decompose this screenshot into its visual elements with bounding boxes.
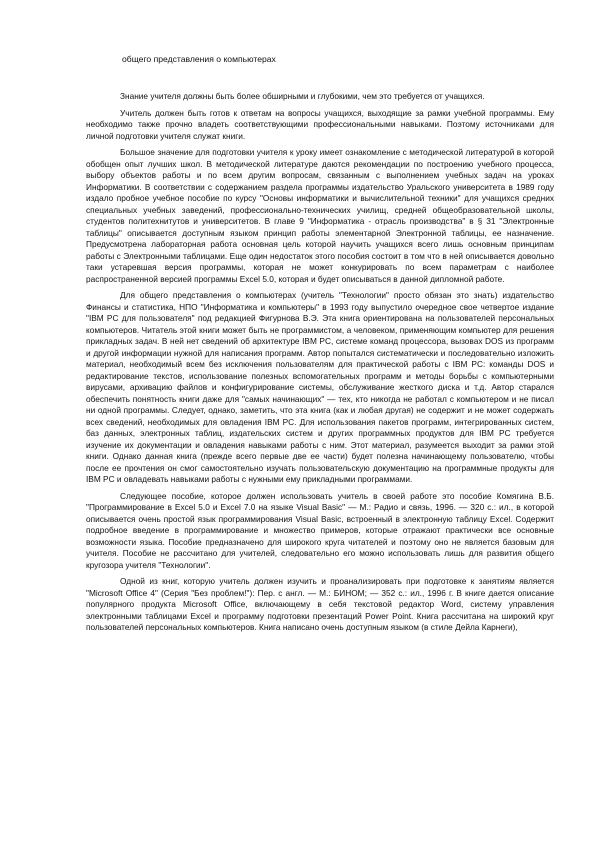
document-page (86, 54, 554, 639)
paragraph-5: Следующее пособие, которое должен использовать учитель в своей работе это пособие Комягина В.Б. "Программирование в Excel 5.0 и Excel 7.0 на языке Visual Basic" — М.: Радио и связь, 1996. — 320 с.: ил., в которой описывается очень простой язык программирования Visual Basic, встроенный в электронную таблицу Excel. Содержит подробное введение в программирование и множество примеров, которые отражают практически все основные возможности языка. Пособие предназначено для широкого круга читателей и поэтому оно не является базовым для учителя. Пособие не рассчитано для учителей, следовательно его можно использовать лишь для развития общего кругозора учителя "Технологии". (86, 490, 554, 570)
paragraph-1: Знание учителя должны быть более обширными и глубокими, чем это требуется от учащихся. (120, 91, 485, 101)
paragraph-6: Одной из книг, которую учитель должен изучить и проанализировать при подготовке к занятиям является "Microsoft Office 4" (Серия "Без проблем!"): Пер. с англ. — М.: БИНОМ; — 352 с.: ил., 1996 г. В книге дается описание популярного продукта Microsoft Office, включающему в себя текстовой редактор Word, систему управления электронными таблицами Excel и программу подготовки презентаций Power Point. Книга рассчитана на широкий круг пользователей персональных компьютеров. Книга написано очень доступным языком (в стиле Дейла Карнеги), (86, 576, 554, 632)
paragraph-2: Учитель должен быть готов к ответам на вопросы учащихся, выходящие за рамки учебной программы. Ему необходимо также прочно владеть соответствующими профессиональными навыками. Поэтому источниками для личной подготовки учителя служат книги. (86, 107, 554, 141)
paragraph-4: Для общего представления о компьютерах (учитель "Технологии" просто обязан это знать) издательство Финансы и статистика, НПО "Информатика и компьютеры" в 1993 году выпустило очередное свое четвертое издание "IBM PC для пользователя" под редакцией Фигурнова В.Э. Эта книга ориентирована на пользователей персональных компьютеров. Читатель этой книги может быть не программистом, а человеком, применяющим компьютер для решения прикладных задач. В ней нет сведений об архитектуре IBM PC, системе команд процессора, вызовах DOS из программ и другой информации нужной для написания программ. Автор попытался систематически и последовательно изложить материал, необходимый всем без исключения пользователям для практической работы с IBM PC: команды DOS и редактирование текстов, использование полезных вспомогательных программ и методы борьбы с компьютерными вирусами, архивацию файлов и конфигурирование системы, обслуживание жесткого диска и т.д. Автор старался обеспечить понятность книги даже для "самых начинающих" — тех, кто никогда не работал с компьютером и не писал ни одной программы. Следует, однако, заметить, что эта книга (как и любая другая) не содержит и не может содержать всех сведений, необходимых для овладения IBM PC. Для использования пакетов программ, интегрированных систем, баз данных, электронных таблиц, издательских систем и других программных продуктов для IBM PC требуется изучение их документации и овладения навыками работы с ним. Этот материал, разумеется выходит за рамки этой книги. Однако данная книга (прежде всего первые две ее части) будет полезна начинающему пользователю, чтобы после ее прочтения он смог самостоятельно изучать пользовательскую документацию на программные продукты для IBM PC и овладевать навыками работы с нужными ему прикладными программами. (86, 290, 554, 484)
heading-line: общего представления о компьютерах (122, 54, 276, 64)
paragraph-3: Большое значение для подготовки учителя к уроку имеет ознакомление с методической литературой в которой обобщен опыт лучших школ. В методической литературе даются рекомендации по построению учебного процесса, выбору объектов работы и по всем другим вопросам, связанным с выполнением учебных задач на уроках Информатики. В соответствии с содержанием раздела программы издательство Уральского университета в 1989 году издало пробное учебное пособие по курсу "Основы информатики и вычислительной техники" для учащихся средних специальных учебных заведений, профессионально-технических училищ, средней общеобразовательной школы, студентов политехнитутов и университетов. В главе 9 "Информатика - отрасль производства" в § 31 "Электронные таблицы" описывается доступным языком принцип работы элементарной Электронной таблицы, ее назначение. Предусмотрена лабораторная работа основная цель которой научить учащихся всего лишь основным принципам работы с Электронными таблицами. Еще один недостаток этого пособия состоит в том что в ней описывается довольно таки устаревшая версия программы, которая не может конкурировать по всем параметрам с наиболее распространенной версией программы Excel 5.0, которая и будет описываться в данной дипломной работе. (86, 147, 554, 284)
